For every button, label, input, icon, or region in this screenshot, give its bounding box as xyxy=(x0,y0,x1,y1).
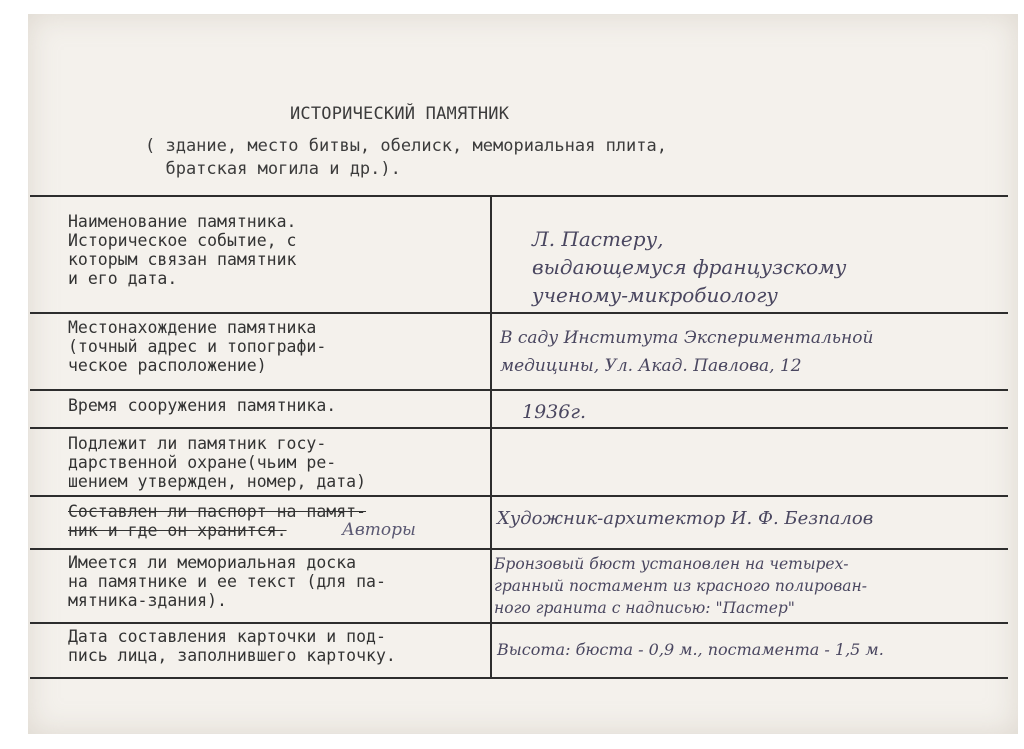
row-value-location: В саду Института Экспериментальной медицины, Ул. Акад. Павлова, 12 xyxy=(500,328,874,376)
table-rule xyxy=(30,195,1008,197)
row-value-memorial-plaque: Бронзовый бюст установлен на четырех- гранный постамент из красного полирован- ного гранита с надписью: "Пастер" xyxy=(494,555,867,617)
table-rule xyxy=(30,677,1008,679)
row-label-card-date-signature: Дата составления карточки и под- пись лица, заполнившего карточку. xyxy=(68,627,396,665)
row-value-construction-date: 1936г. xyxy=(522,401,586,423)
row-note-authors: Авторы xyxy=(342,520,416,540)
row-label-state-protection: Подлежит ли памятник госу- дарственной охране(чьим ре- шением утвержден, номер, дата) xyxy=(68,434,367,491)
row-value-monument-name: Л. Пастеру, выдающемуся французскому ученому-микробиологу xyxy=(532,227,847,307)
row-label-monument-name: Наименование памятника. Историческое событие, с которым связан памятник и его дата. xyxy=(68,212,297,288)
table-rule xyxy=(30,495,1008,497)
table-rule xyxy=(30,622,1008,624)
row-label-memorial-plaque: Имеется ли мемориальная доска на памятнике и ее текст (для па- мятника-здания). xyxy=(68,553,386,610)
row-label-passport: Составлен ли паспорт на памят- ник и где он хранится. xyxy=(68,502,367,540)
row-label-location: Местонахождение памятника (точный адрес и топографи- ческое расположение) xyxy=(68,318,327,375)
page-title: ИСТОРИЧЕСКИЙ ПАМЯТНИК xyxy=(290,104,510,124)
page-subtitle: ( здание, место битвы, обелиск, мемориальная плита, братская могила и др.). xyxy=(145,136,667,179)
row-value-card-date-signature: Высота: бюста - 0,9 м., постамента - 1,5 м. xyxy=(497,640,884,659)
table-rule xyxy=(30,548,1008,550)
row-label-construction-date: Время сооружения памятника. xyxy=(68,396,337,415)
table-rule xyxy=(30,427,1008,429)
table-rule xyxy=(30,389,1008,391)
table-column-divider xyxy=(490,195,492,679)
row-value-passport: Художник-архитектор И. Ф. Безпалов xyxy=(497,508,874,529)
table-rule xyxy=(30,312,1008,314)
